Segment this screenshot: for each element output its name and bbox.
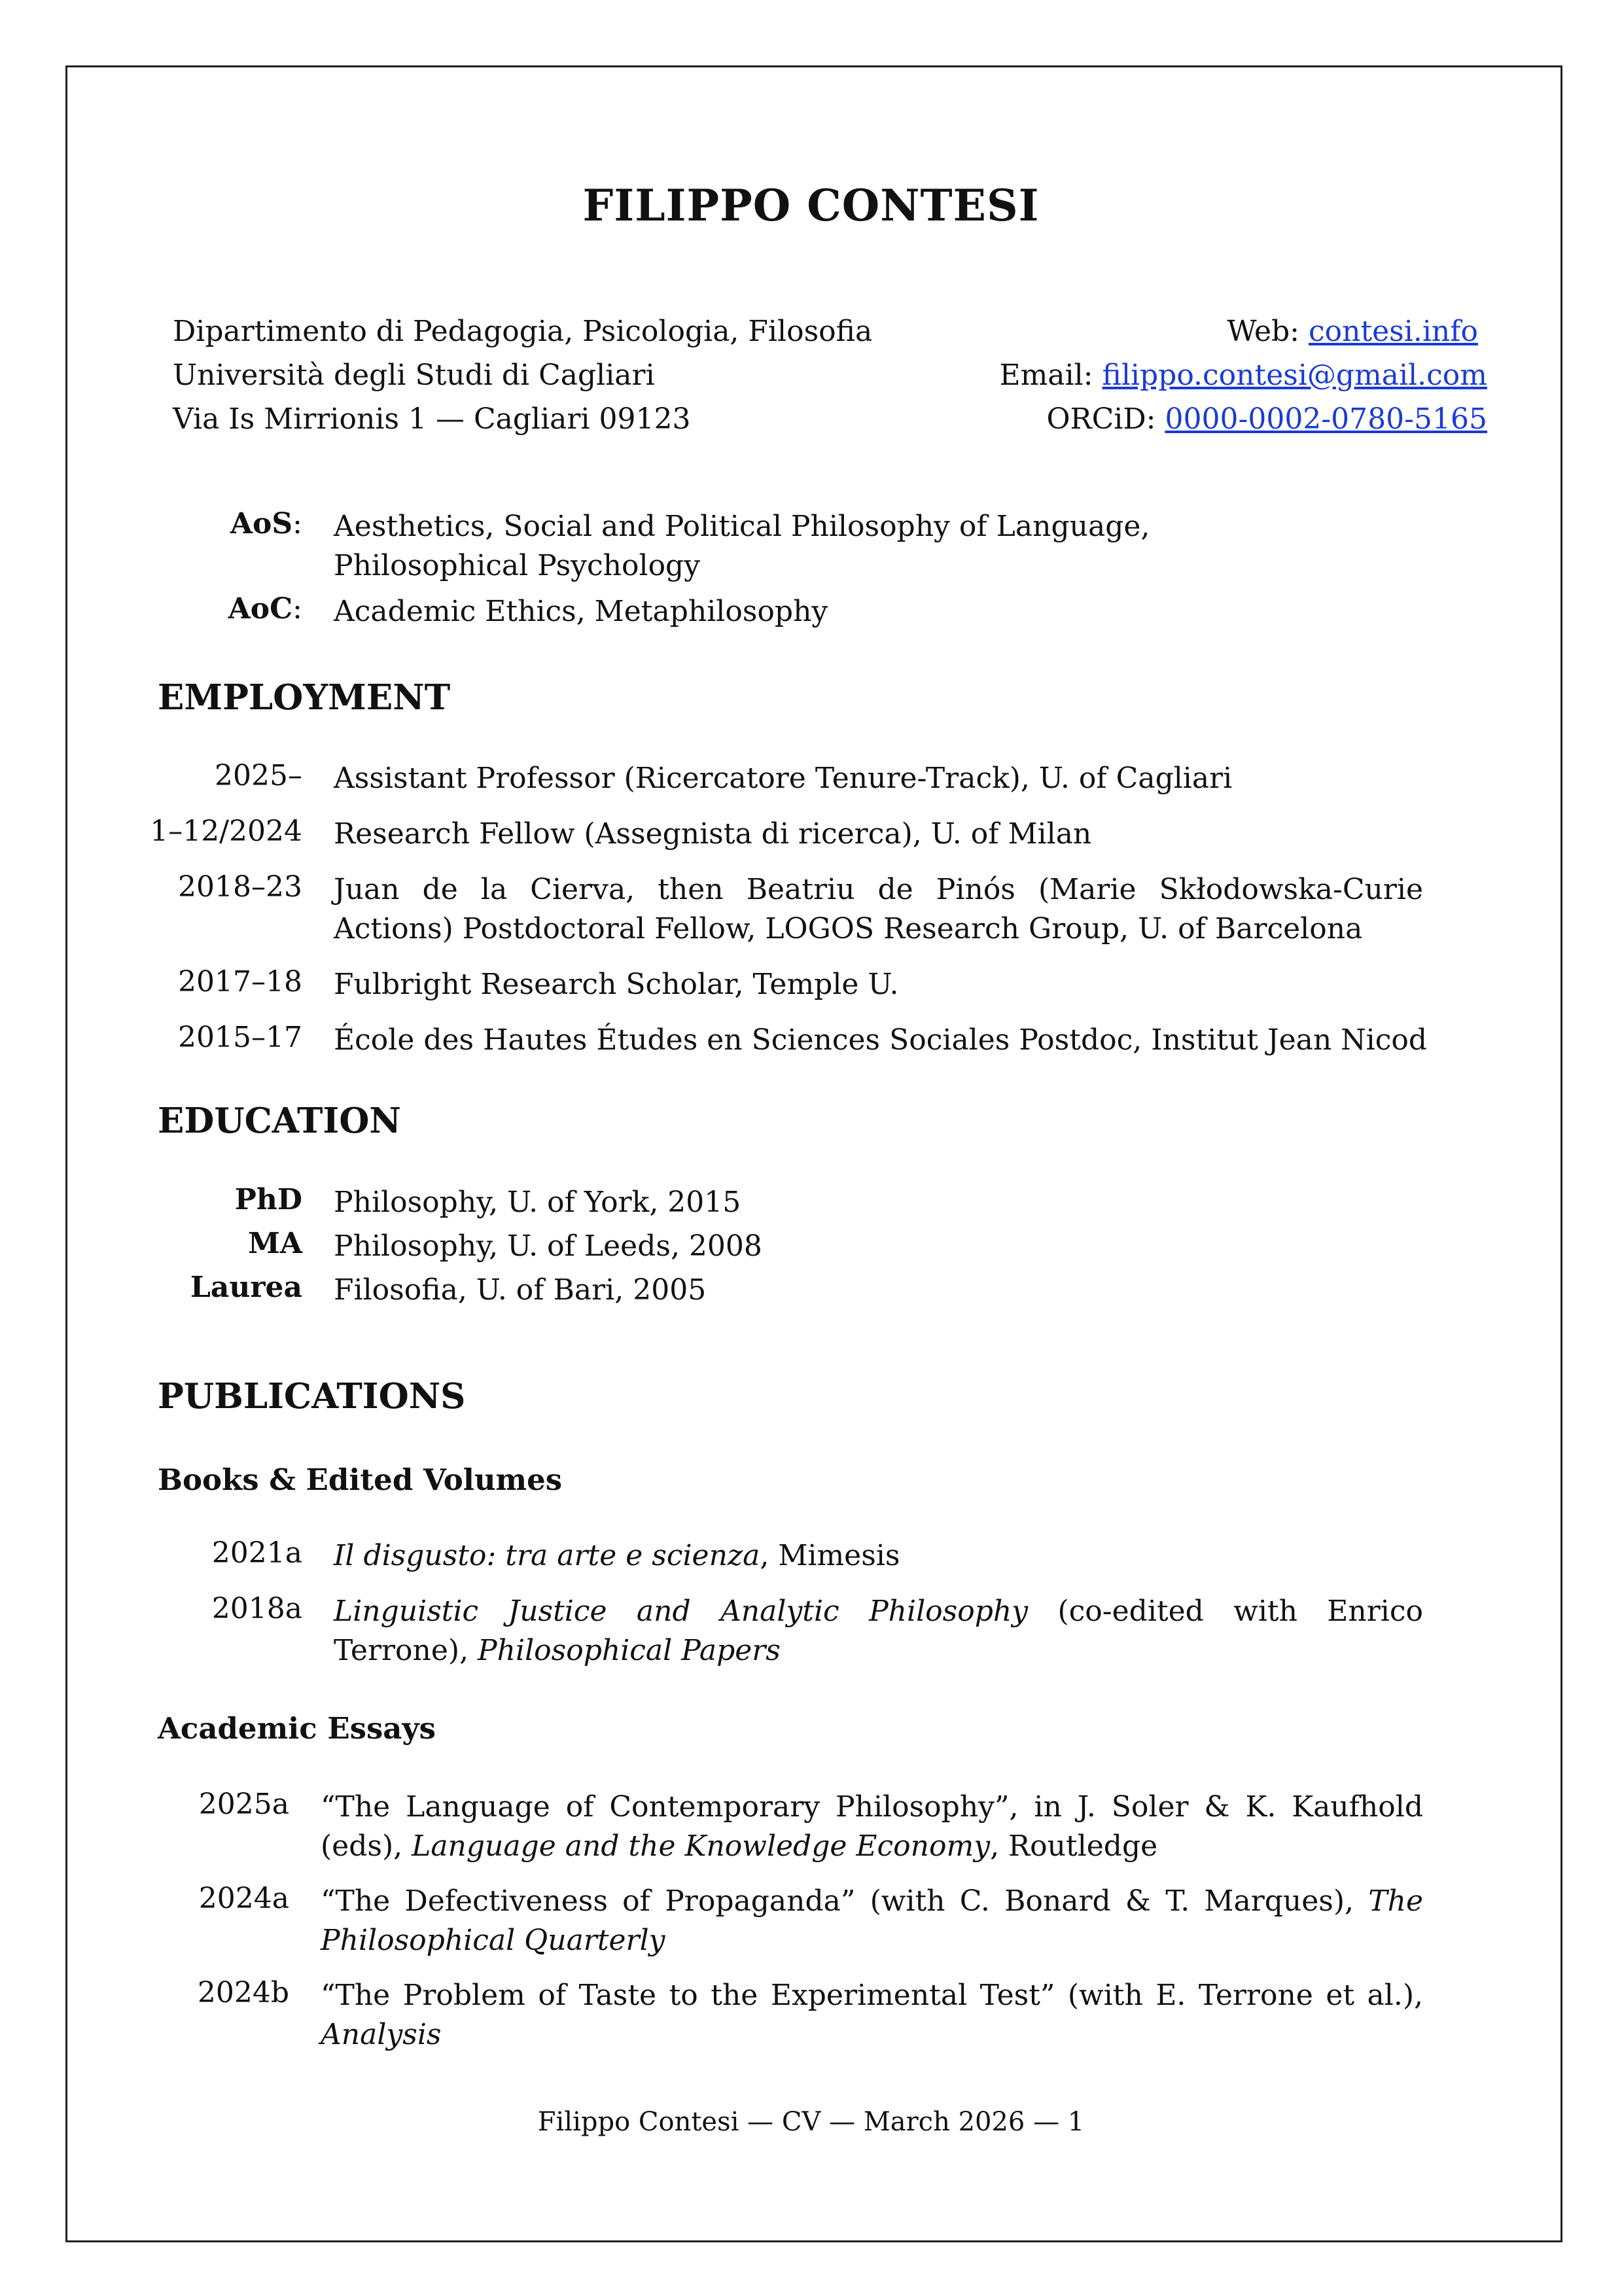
book-entry: Linguistic Justice and Analytic Philosophy (co-edited with Enrico Terrone), Philosophical Papers: [334, 1595, 1423, 1667]
section-employment: EMPLOYMENT: [158, 677, 451, 718]
section-education: EDUCATION: [158, 1101, 401, 1141]
employment-text: Fulbright Research Scholar, Temple U.: [334, 968, 899, 1001]
aoc-label: AoC:: [228, 592, 302, 626]
degree-label: Laurea: [190, 1271, 302, 1304]
employment-text: Assistant Professor (Ricercatore Tenure-Track), U. of Cagliari: [334, 762, 1233, 795]
essay-id: 2024b: [197, 1976, 289, 2009]
book-id: 2018a: [211, 1592, 302, 1625]
employment-text: École des Hautes Études en Sciences Sociales Postdoc, Institut Jean Nicod: [334, 1023, 1428, 1057]
web-label: Web:: [1227, 315, 1299, 348]
book-id: 2021a: [211, 1536, 302, 1570]
email-label: Email:: [999, 359, 1093, 392]
aos-text: Aesthetics, Social and Political Philosophy of Language, Philosophical Psychology: [334, 510, 1150, 582]
essay-id: 2025a: [198, 1788, 289, 1821]
orcid-link[interactable]: 0000-0002-0780-5165: [1165, 402, 1487, 436]
section-publications: PUBLICATIONS: [158, 1376, 466, 1417]
contact-orcid: [1046, 397, 1487, 441]
degree-text: Filosofia, U. of Bari, 2005: [334, 1273, 707, 1307]
contact-web: [1227, 309, 1487, 353]
address-line-2: Università degli Studi di Cagliari: [173, 359, 655, 392]
page-footer: Filippo Contesi — CV — March 2026 — 1: [537, 2107, 1085, 2137]
aos-label: AoS:: [230, 507, 302, 540]
contact-email: [999, 353, 1487, 397]
book-entry: Il disgusto: tra arte e scienza, Mimesis: [334, 1539, 900, 1572]
degree-text: Philosophy, U. of York, 2015: [334, 1186, 741, 1219]
aoc-text: Academic Ethics, Metaphilosophy: [334, 595, 828, 628]
employment-text: Research Fellow (Assegnista di ricerca), U. of Milan: [334, 817, 1092, 851]
employment-date: 2025–: [215, 759, 302, 792]
cv-name: FILIPPO CONTESI: [582, 180, 1040, 231]
essay-entry: “The Language of Contemporary Philosophy”, in J. Soler & K. Kaufhold (eds), Language and the Knowledge Economy, Routledge: [321, 1790, 1423, 1863]
subsection-essays: Academic Essays: [158, 1711, 436, 1746]
degree-text: Philosophy, U. of Leeds, 2008: [334, 1229, 762, 1263]
address-line-1: Dipartimento di Pedagogia, Psicologia, Filosofia: [173, 315, 873, 348]
employment-text: Juan de la Cierva, then Beatriu de Pinós (Marie Skłodowska-Curie Actions) Postdoctoral Fellow, LOGOS Research Group, U. of Barcelona: [334, 873, 1423, 945]
address-line-3: Via Is Mirrionis 1 — Cagliari 09123: [173, 402, 691, 436]
essay-entry: “The Problem of Taste to the Experimental Test” (with E. Terrone et al.), Analysis: [321, 1979, 1423, 2051]
orcid-label: ORCiD:: [1046, 402, 1156, 436]
degree-label: MA: [248, 1227, 302, 1260]
employment-date: 2017–18: [178, 965, 302, 998]
essay-entry: “The Defectiveness of Propaganda” (with C. Bonard & T. Marques), The Philosophical Quarterly: [321, 1884, 1423, 1957]
employment-date: 2018–23: [178, 870, 302, 904]
degree-label: PhD: [234, 1183, 302, 1216]
essay-id: 2024a: [198, 1882, 289, 1915]
web-link[interactable]: contesi.info: [1308, 315, 1478, 348]
subsection-books: Books & Edited Volumes: [158, 1462, 563, 1497]
employment-date: 2015–17: [178, 1021, 302, 1054]
email-link[interactable]: filippo.contesi@gmail.com: [1102, 359, 1487, 392]
employment-date: 1–12/2024: [150, 815, 302, 848]
